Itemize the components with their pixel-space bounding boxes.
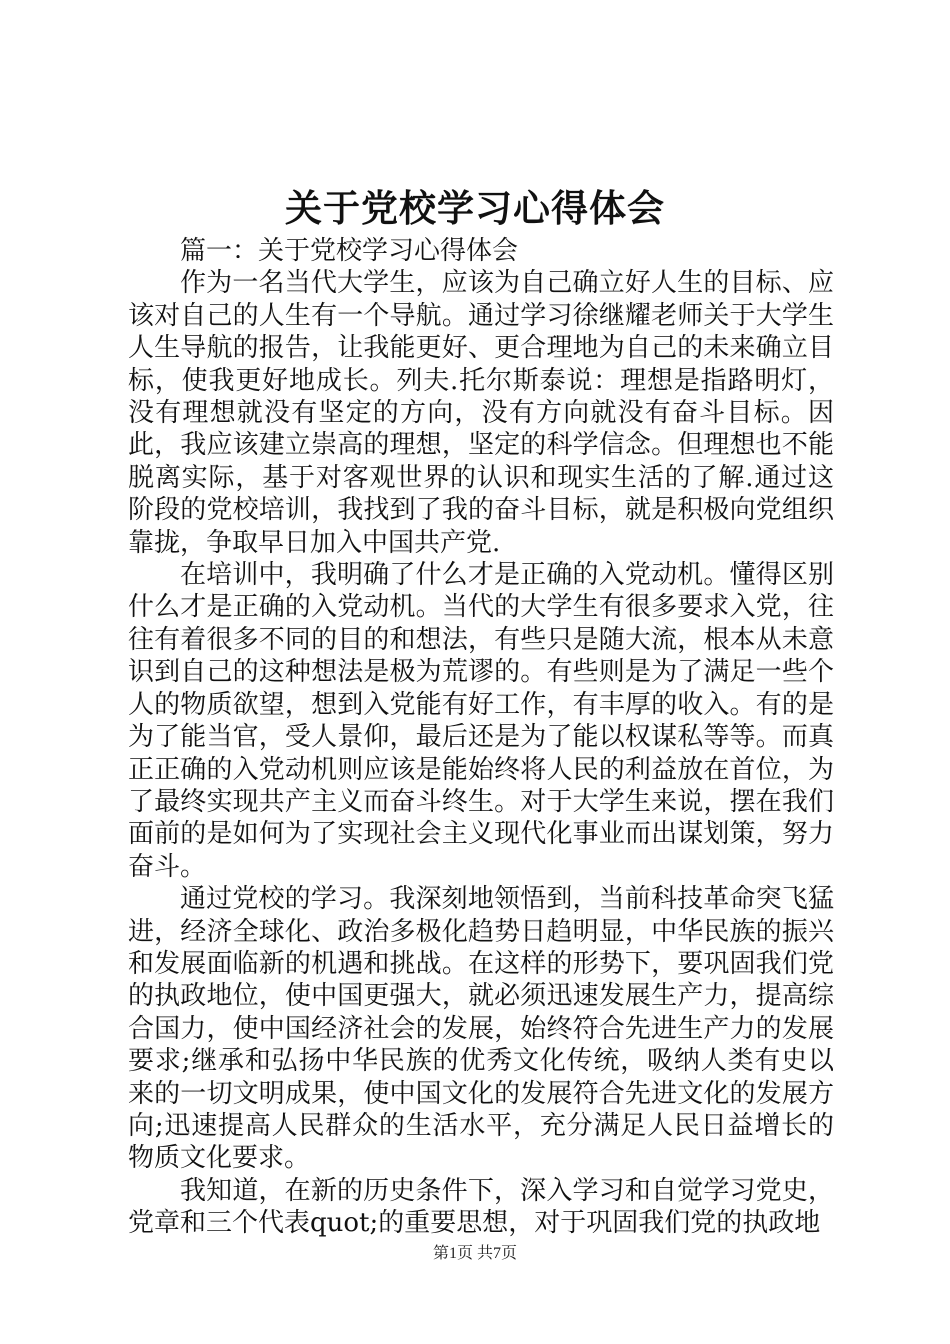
paragraph-heading: 篇一：关于党校学习心得体会 (180, 236, 519, 266)
paragraph: 在培训中，我明确了什么才是正确的入党动机。懂得区别什么才是正确的入党动机。当代的大学生有很多要求入党，往往有着很多不同的目的和想法，有些只是随大流，根本从未意识到自己的这种想法是极为荒谬的。有些则是为了满足一些个人的物质欲望，想到入党能有好工作，有丰厚的收入。有的是为了能当官，受人景仰，最后还是为了能以权谋私等等。而真正正确的入党动机则应该是能始终将人民的利益放在首位，为了最终实现共产主义而奋斗终生。对于大学生来说，摆在我们面前的是如何为了实现社会主义现代化事业而出谋划策，努力奋斗。 (128, 560, 834, 882)
paragraph: 通过党校的学习。我深刻地领悟到，当前科技革命突飞猛进，经济全球化、政治多极化趋势日趋明显，中华民族的振兴和发展面临新的机遇和挑战。在这样的形势下，要巩固我们党的执政地位，使中国更强大，就必须迅速发展生产力，提高综合国力，使中国经济社会的发展，始终符合先进生产力的发展要求;继承和弘扬中华民族的优秀文化传统，吸纳人类有史以来的一切文明成果，使中国文化的发展符合先进文化的发展方向;迅速提高人民群众的生活水平，充分满足人民日益增长的物质文化要求。 (128, 884, 834, 1174)
paragraph: 我知道，在新的历史条件下，深入学习和自觉学习党史，党章和三个代表quot;的重要思想，对于巩固我们党的执政地 (128, 1175, 834, 1239)
paragraph: 作为一名当代大学生，应该为自己确立好人生的目标、应该对自己的人生有一个导航。通过学习徐继耀老师关于大学生人生导航的报告，让我能更好、更合理地为自己的未来确立目标，使我更好地成长。列夫.托尔斯泰说：理想是指路明灯，没有理想就没有坚定的方向，没有方向就没有奋斗目标。因此，我应该建立崇高的理想，坚定的科学信念。但理想也不能脱离实际，基于对客观世界的认识和现实生活的了解.通过这阶段的党校培训，我找到了我的奋斗目标，就是积极向党组织靠拢，争取早日加入中国共产党. (128, 268, 834, 558)
page-number-footer: 第1页 共7页 (432, 1245, 517, 1262)
document-body (128, 235, 834, 1240)
document-title: 关于党校学习心得体会 (285, 186, 665, 230)
